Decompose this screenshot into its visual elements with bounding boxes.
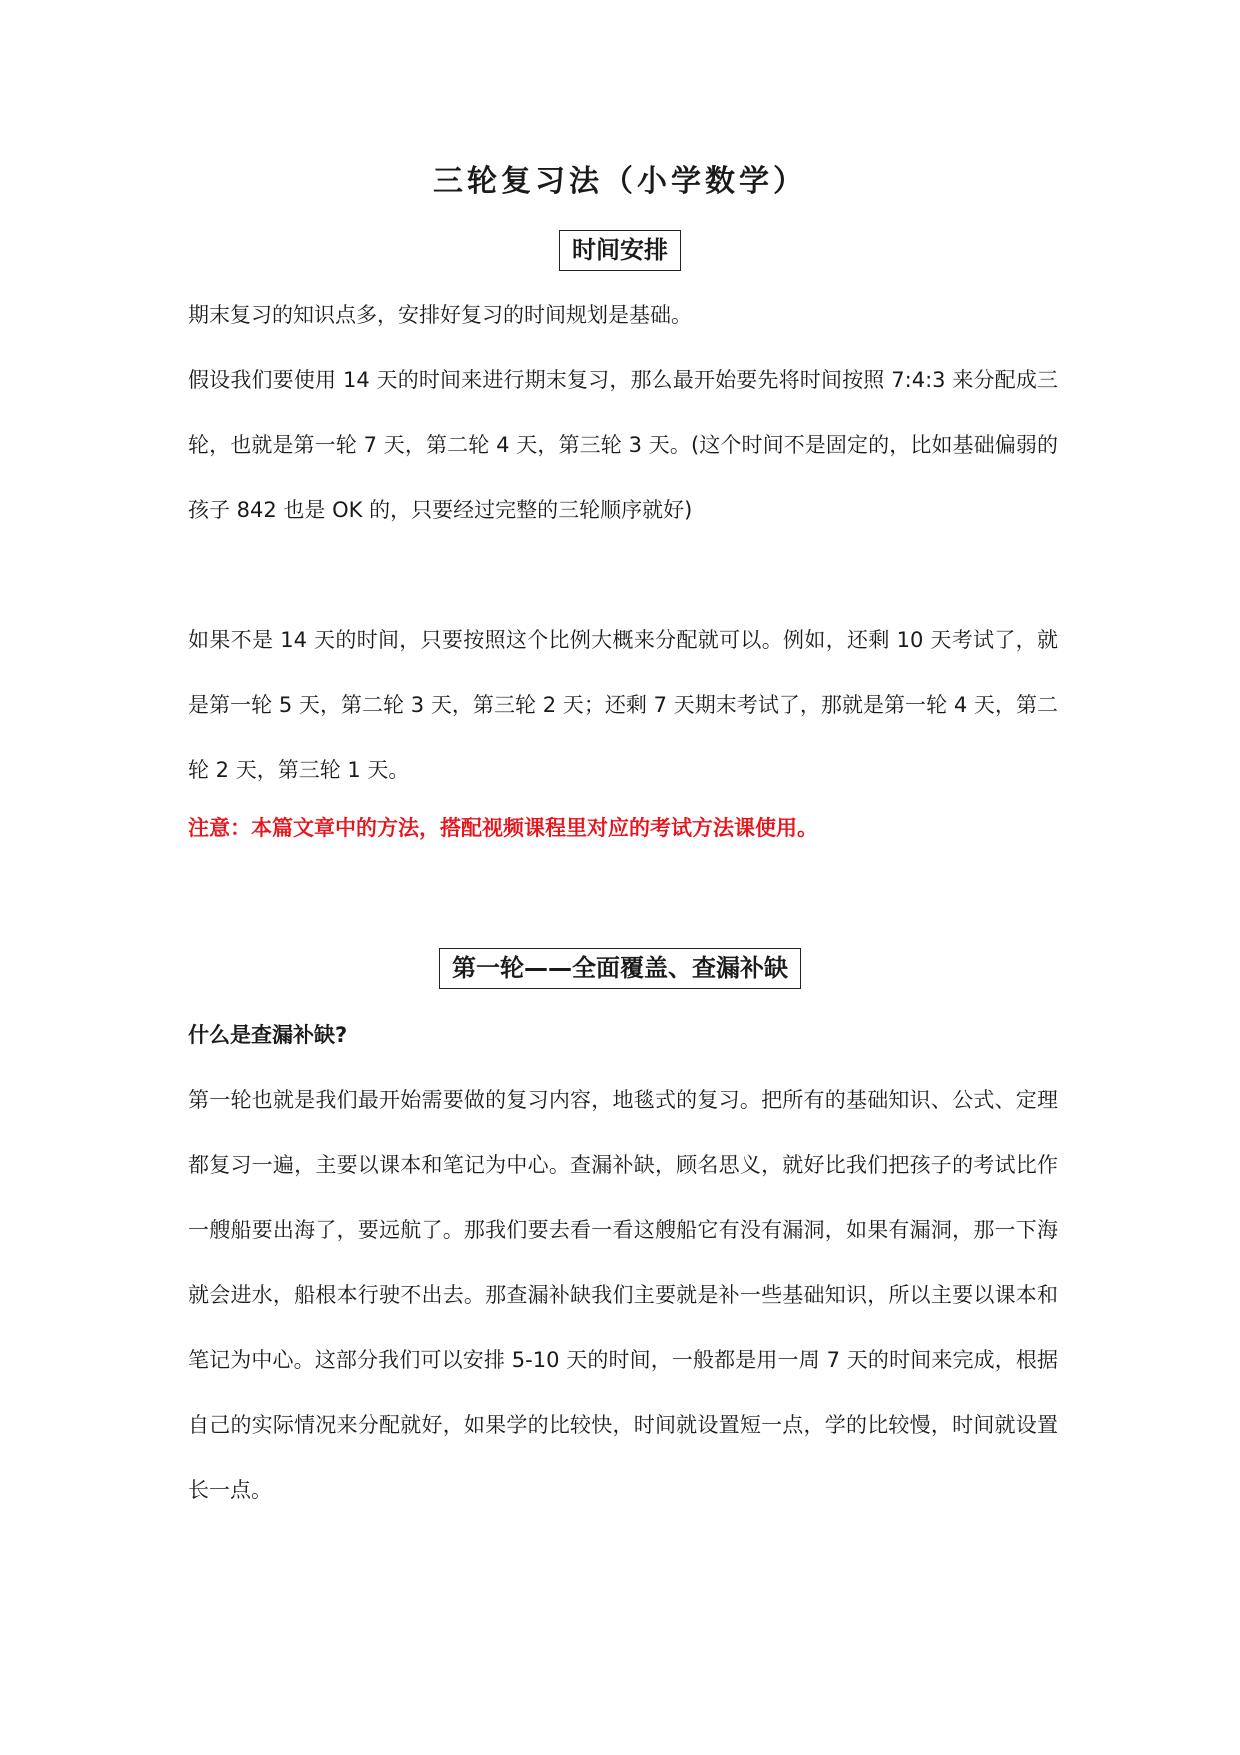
subheading-question: 什么是查漏补缺?: [188, 1023, 348, 1047]
section-heading-round1: [0, 948, 1240, 989]
paragraph-14-day-plan: 假设我们要使用 14 天的时间来进行期末复习，那么最开始要先将时间按照 7:4:3 来分配成三轮，也就是第一轮 7 天，第二轮 4 天，第三轮 3 天。(这个时间不是固定的，比如基础偏弱的孩子 842 也是 OK 的，只要经过完整的三轮顺序就好): [188, 368, 1058, 522]
document-title: 三轮复习法（小学数学）: [433, 164, 807, 199]
paragraph-round1-description: 第一轮也就是我们最开始需要做的复习内容，地毯式的复习。把所有的基础知识、公式、定理都复习一遍，主要以课本和笔记为中心。查漏补缺，顾名思义，就好比我们把孩子的考试比作一艘船要出海了，要远航了。那我们要去看一看这艘船它有没有漏洞，如果有漏洞，那一下海就会进水，船根本行驶不出去。那查漏补缺我们主要就是补一些基础知识，所以主要以课本和笔记为中心。这部分我们可以安排 5-10 天的时间，一般都是用一周 7 天的时间来完成，根据自己的实际情况来分配就好，如果学的比较快，时间就设置短一点，学的比较慢，时间就设置长一点。: [188, 1088, 1058, 1502]
section-heading-time-label: 时间安排: [559, 230, 681, 271]
paragraph-ratio-examples: 如果不是 14 天的时间，只要按照这个比例大概来分配就可以。例如，还剩 10 天考试了，就是第一轮 5 天，第二轮 3 天，第三轮 2 天；还剩 7 天期末考试了，那就是第一轮 4 天，第二轮 2 天，第三轮 1 天。: [188, 628, 1058, 782]
note-warning: 注意：本篇文章中的方法，搭配视频课程里对应的考试方法课使用。: [188, 816, 818, 840]
section-heading-time: [0, 230, 1240, 271]
section-heading-round1-label: 第一轮——全面覆盖、查漏补缺: [439, 948, 801, 989]
paragraph-planning-basis: 期末复习的知识点多，安排好复习的时间规划是基础。: [188, 303, 692, 327]
